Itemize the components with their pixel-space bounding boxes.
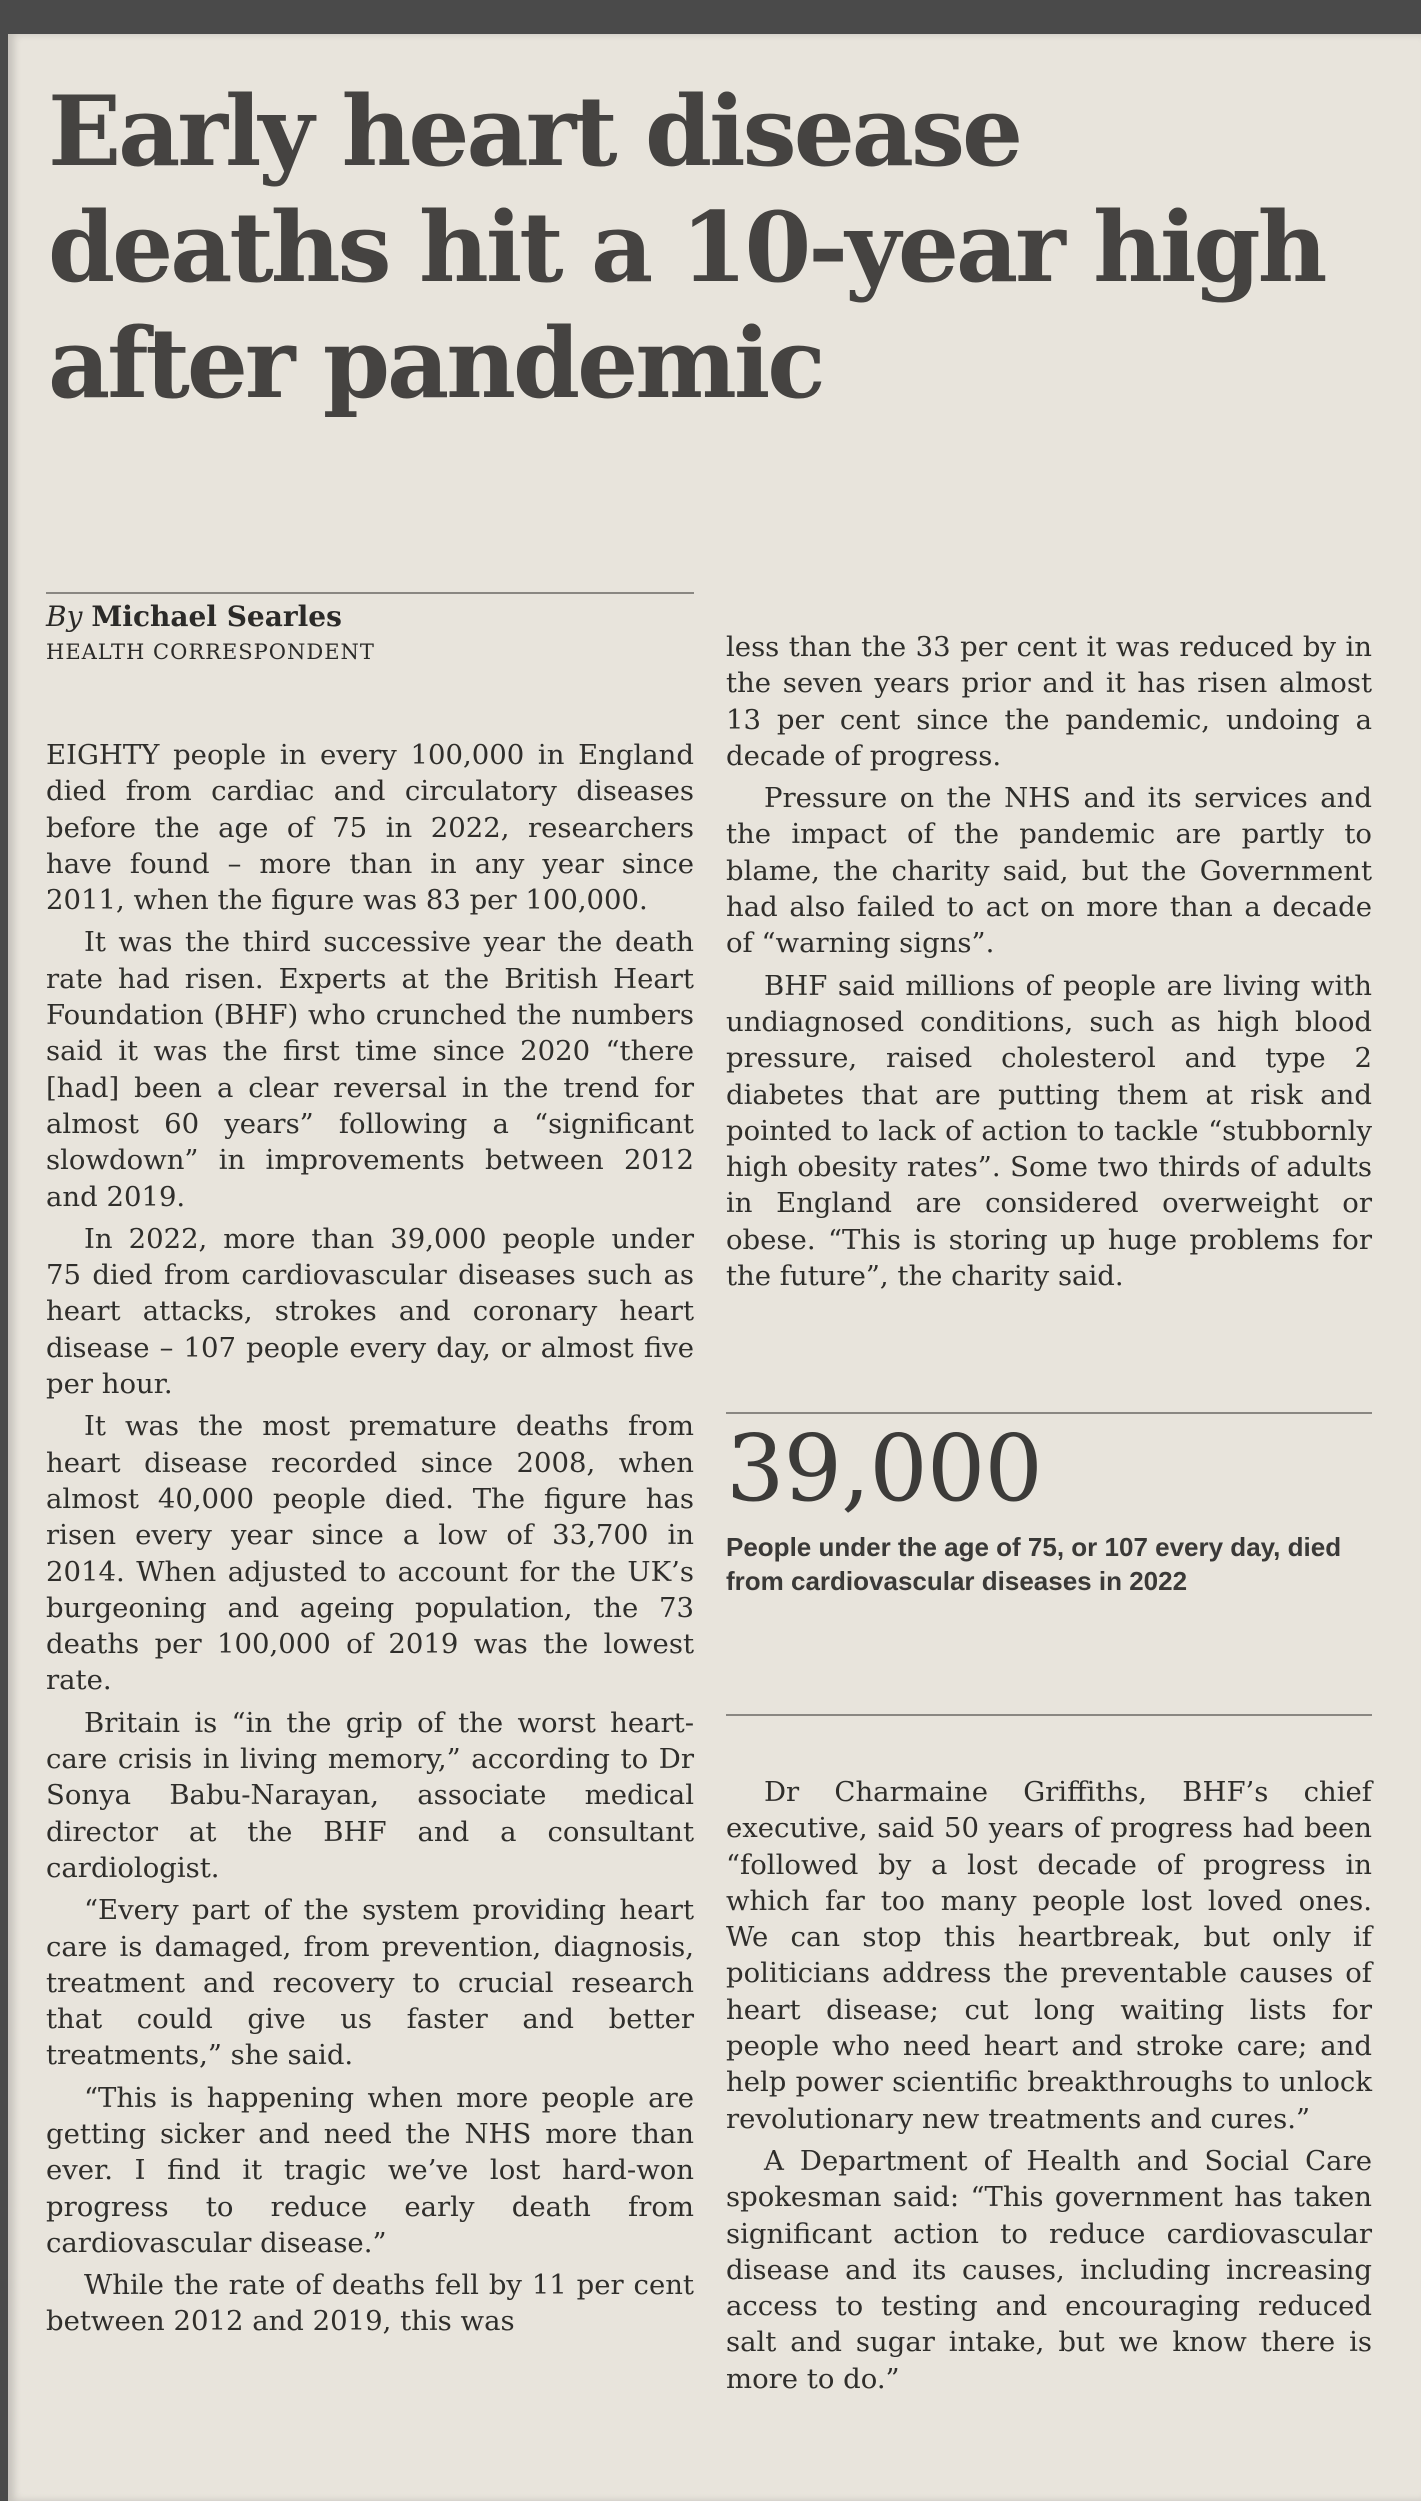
paragraph: Dr Charmaine Griffiths, BHF’s chief executive, said 50 years of progress had been “followed by a lost decade of progress in which far too many people lost loved ones. We can stop this heartbreak, but only if politicians address the preventable causes of heart disease; cut long waiting lists for people who need heart and stroke care; and help power scientific breakthroughs to unlock revolutionary new treatments and cures.” [726,1776,1372,2135]
pull-quote-bottom-rule [726,1714,1372,1716]
newspaper-clipping [8,34,1421,2501]
headline: Early heart disease deaths hit a 10-year high after pandemic [48,75,1325,420]
pull-quote [726,1414,1372,1714]
byline-author: Michael Searles [91,600,342,633]
body-column-2-top [726,629,1372,1300]
byline-prefix: By [46,600,83,633]
paragraph: A Department of Health and Social Care spokesman said: “This government has taken significant action to reduce cardiovascular disease and its causes, including increasing access to testing and encouraging reduced salt and sugar intake, but we know there is more to do.” [726,2144,1372,2395]
byline-rule [46,592,694,594]
paragraph: While the rate of deaths fell by 11 per cent between 2012 and 2019, this was [46,2269,694,2338]
paragraph: less than the 33 per cent it was reduced by in the seven years prior and it has risen almost 13 per cent since the pandemic, undoing a decade of progress. [726,631,1372,772]
pull-quote-caption: People under the age of 75, or 107 every day, died from cardiovascular diseases in 2022 [726,1532,1342,1596]
body-column-2-bottom [726,1774,1372,2403]
body-column-1 [46,737,694,2346]
paragraph: “This is happening when more people are getting sicker and need the NHS more than ever. I find it tragic we’ve lost hard-won progress to reduce early death from cardiovascular disease.” [46,2081,694,2259]
paragraph: It was the third successive year the death rate had risen. Experts at the British Heart Foundation (BHF) who crunched the numbers said it was the first time since 2020 “there [had] been a clear reversal in the trend for almost 60 years” following a “significant slowdown” in improvements between 2012 and 2019. [46,926,694,1213]
paragraph: It was the most premature deaths from heart disease recorded since 2008, when almost 40,000 people died. The figure has risen every year since a low of 33,700 in 2014. When adjusted to account for the UK’s burgeoning and ageing population, the 73 deaths per 100,000 of 2019 was the lowest rate. [46,1410,694,1697]
paragraph: BHF said millions of people are living with undiagnosed conditions, such as high blood pressure, raised cholesterol and type 2 diabetes that are putting them at risk and pointed to lack of action to tackle “stubbornly high obesity rates”. Some two thirds of adults in England are considered overweight or obese. “This is storing up huge problems for the future”, the charity said. [726,969,1372,1293]
pull-quote-number: 39,000 [726,1415,1042,1522]
paragraph: EIGHTY people in every 100,000 in England died from cardiac and circulatory diseases before the age of 75 in 2022, researchers have found – more than in any year since 2011, when the figure was 83 per 100,000. [46,739,694,917]
paragraph: Pressure on the NHS and its services and the impact of the pandemic are partly to blame, the charity said, but the Government had also failed to act on more than a decade of “warning signs”. [726,782,1372,960]
paragraph: Britain is “in the grip of the worst heart-care crisis in living memory,” according to Dr Sonya Babu-Narayan, associate medical director at the BHF and a consultant cardiologist. [46,1706,694,1884]
byline-block [46,599,686,667]
byline [46,599,686,635]
paragraph: “Every part of the system providing heart care is damaged, from prevention, diagnosis, treatment and recovery to crucial research that could give us faster and better treatments,” she said. [46,1894,694,2072]
byline-role: HEALTH CORRESPONDENT [46,640,375,664]
paragraph: In 2022, more than 39,000 people under 75 died from cardiovascular diseases such as heart attacks, strokes and coronary heart disease – 107 people every day, or almost five per hour. [46,1222,694,1401]
